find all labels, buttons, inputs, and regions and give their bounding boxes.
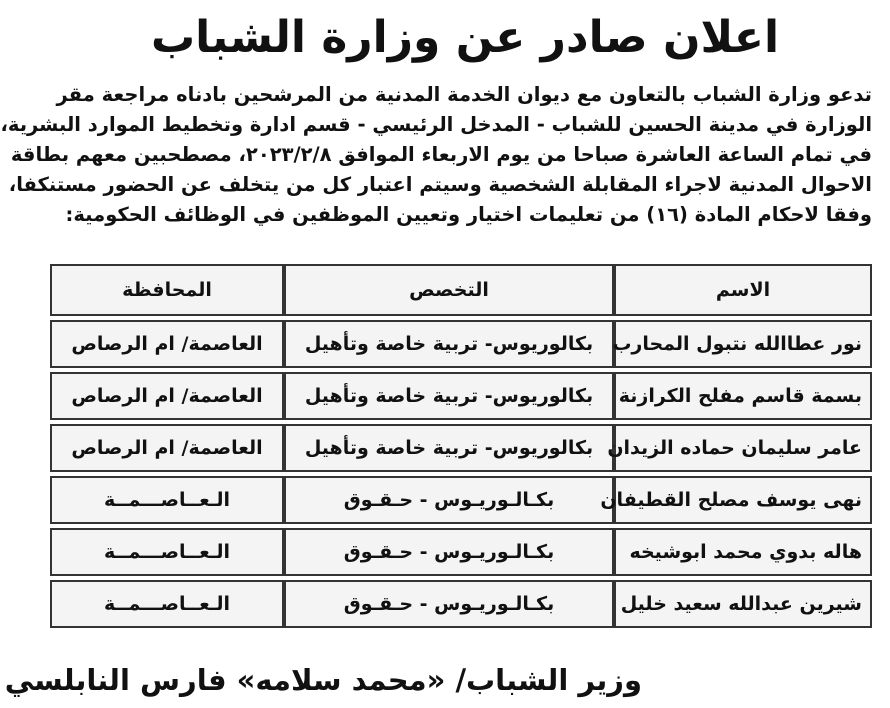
- table-row: [50, 476, 872, 524]
- cell-name: عامر سليمان حماده الزيدان: [614, 424, 872, 472]
- cell-specialization: بكـالـوريـوس - حـقـوق: [284, 476, 614, 524]
- table-row: [50, 320, 872, 368]
- announcement-body: [0, 80, 872, 248]
- cell-name: هاله بدوي محمد ابوشيخه: [614, 528, 872, 576]
- body-line: في تمام الساعة العاشرة صباحا من يوم الاربعاء الموافق ٢٠٢٣/٢/٨، مصطحبين معهم بطاقة: [10, 143, 872, 166]
- minister-signature: وزير الشباب/ «محمد سلامه» فارس النابلسي: [4, 663, 642, 697]
- header-name: الاسم: [614, 264, 872, 316]
- cell-specialization: بكالوريوس- تربية خاصة وتأهيل: [284, 424, 614, 472]
- cell-specialization: بكالوريوس- تربية خاصة وتأهيل: [284, 320, 614, 368]
- body-line: تدعو وزارة الشباب بالتعاون مع ديوان الخدمة المدنية من المرشحين بادناه مراجعة مقر: [56, 83, 872, 106]
- table-row: [50, 372, 872, 420]
- table-row: [50, 580, 872, 628]
- announcement-title: اعلان صادر عن وزارة الشباب: [150, 12, 780, 63]
- body-line: الاحوال المدنية لاجراء المقابلة الشخصية وسيتم اعتبار كل من يتخلف عن الحضور مستنكفا،: [8, 173, 872, 196]
- cell-governorate: الـعــاصـــمــة: [50, 580, 284, 628]
- cell-governorate: الـعــاصـــمــة: [50, 528, 284, 576]
- cell-specialization: بكـالـوريـوس - حـقـوق: [284, 528, 614, 576]
- cell-governorate: الـعــاصـــمــة: [50, 476, 284, 524]
- candidates-table: [50, 260, 872, 632]
- header-specialization: التخصص: [284, 264, 614, 316]
- cell-name: بسمة قاسم مفلح الكرازنة: [614, 372, 872, 420]
- cell-governorate: العاصمة/ ام الرصاص: [50, 372, 284, 420]
- table-row: [50, 528, 872, 576]
- cell-specialization: بكالوريوس- تربية خاصة وتأهيل: [284, 372, 614, 420]
- body-line: وفقا لاحكام المادة (١٦) من تعليمات اختيار وتعيين الموظفين في الوظائف الحكومية:: [65, 203, 872, 226]
- table-header-row: [50, 264, 872, 316]
- cell-name: نور عطاالله نتبول المحارب: [614, 320, 872, 368]
- cell-governorate: العاصمة/ ام الرصاص: [50, 424, 284, 472]
- cell-governorate: العاصمة/ ام الرصاص: [50, 320, 284, 368]
- table-row: [50, 424, 872, 472]
- cell-specialization: بكـالـوريـوس - حـقـوق: [284, 580, 614, 628]
- body-line: الوزارة في مدينة الحسين للشباب - المدخل الرئيسي - قسم ادارة وتخطيط الموارد البشرية،: [0, 113, 872, 136]
- header-governorate: المحافظة: [50, 264, 284, 316]
- cell-name: شيرين عبدالله سعيد خليل: [614, 580, 872, 628]
- cell-name: نهى يوسف مصلح القطيفان: [614, 476, 872, 524]
